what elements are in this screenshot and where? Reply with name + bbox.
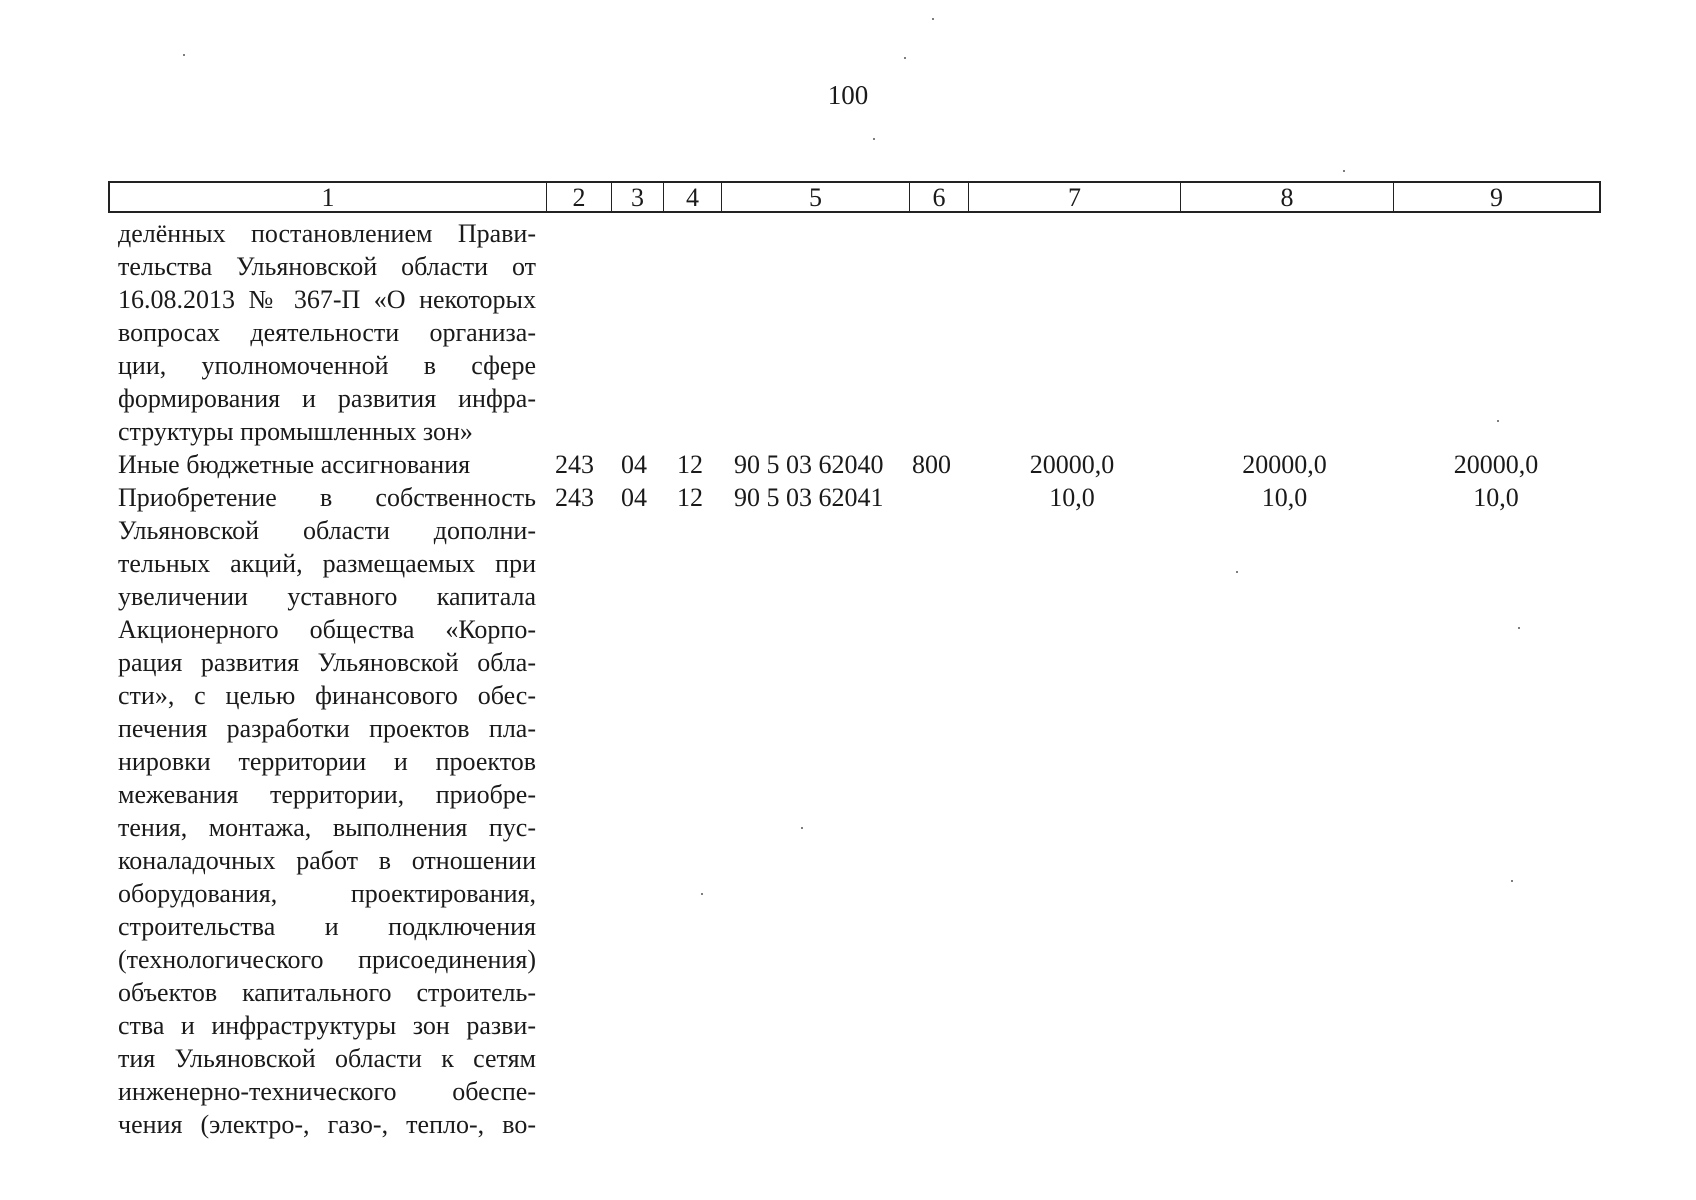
description-line: печения разработки проектов пла- — [118, 714, 536, 743]
scan-speck — [801, 827, 803, 829]
description-line: коналадочных работ в отношении — [118, 846, 536, 875]
scan-speck — [1236, 571, 1238, 573]
description-line: Акционерного общества «Корпо- — [118, 615, 536, 644]
description-line: тельства Ульяновской области от — [118, 252, 536, 281]
description-line: тия Ульяновской области к сетям — [118, 1044, 536, 1073]
table-row-1-col-2: 243 — [555, 450, 594, 479]
description-line: оборудования, проектирования, — [118, 879, 536, 908]
description-line: тельных акций, размещаемых при — [118, 549, 536, 578]
description-line: межевания территории, приобре- — [118, 780, 536, 809]
table-row-1-col-7: 20000,0 — [1029, 450, 1115, 479]
description-line: делённых постановлением Прави- — [118, 219, 536, 248]
page-number: 100 — [827, 80, 869, 110]
scan-speck — [1343, 170, 1345, 172]
table-row-2-col-8: 10,0 — [1261, 483, 1308, 512]
column-header-2: 2 — [547, 183, 612, 211]
scan-speck — [904, 57, 906, 59]
table-row-1-col-8: 20000,0 — [1242, 450, 1327, 479]
scan-speck — [1518, 627, 1520, 629]
description-line: 16.08.2013 № 367-П «О некоторых — [118, 285, 536, 314]
scan-speck — [701, 893, 703, 895]
scan-speck — [1511, 880, 1513, 882]
scan-speck — [873, 138, 875, 140]
table-row-2-col-2: 243 — [555, 483, 594, 512]
column-header-8: 8 — [1181, 183, 1394, 211]
description-line: Приобретение в собственность — [118, 483, 536, 512]
column-header-7: 7 — [969, 183, 1181, 211]
table-row-2-col-9: 10,0 — [1473, 483, 1519, 512]
description-line: (технологического присоединения) — [118, 945, 536, 974]
description-line: структуры промышленных зон» — [118, 417, 473, 446]
column-header-4: 4 — [664, 183, 722, 211]
table-row-0-description — [118, 217, 536, 448]
scan-speck — [183, 54, 185, 56]
description-line: сти», с целью финансового обес- — [118, 681, 536, 710]
description-line: чения (электро-, газо-, тепло-, во- — [118, 1110, 536, 1139]
column-header-5: 5 — [722, 183, 910, 211]
column-header-1: 1 — [110, 183, 547, 211]
description-line: объектов капитального строитель- — [118, 978, 536, 1007]
description-line: инженерно-технического обеспе- — [118, 1077, 536, 1106]
table-row-1-description — [118, 448, 536, 481]
description-line: нировки территории и проектов — [118, 747, 536, 776]
description-line: Иные бюджетные ассигнования — [118, 450, 471, 479]
description-line: вопросах деятельности организа- — [118, 318, 536, 347]
scan-speck — [932, 18, 934, 20]
scan-speck — [1497, 420, 1499, 422]
table-row-2-col-7: 10,0 — [1049, 483, 1095, 512]
table-row-2-col-5: 90 5 03 62041 — [734, 483, 884, 512]
column-header-3: 3 — [612, 183, 664, 211]
table-row-2-col-3: 04 — [621, 483, 647, 512]
description-line: строительства и подключения — [118, 912, 536, 941]
table-row-2-col-4: 12 — [677, 483, 703, 512]
description-line: тения, монтажа, выполнения пус- — [118, 813, 536, 842]
table-row-1-col-4: 12 — [677, 450, 703, 479]
description-line: Ульяновской области дополни- — [118, 516, 536, 545]
column-header-9: 9 — [1490, 183, 1503, 212]
description-line: формирования и развития инфра- — [118, 384, 536, 413]
description-line: увеличении уставного капитала — [118, 582, 536, 611]
table-row-1-col-3: 04 — [621, 450, 647, 479]
table-row-1-col-6: 800 — [912, 450, 951, 479]
column-header-row — [108, 181, 1601, 213]
description-line: рация развития Ульяновской обла- — [118, 648, 536, 677]
column-header-6: 6 — [910, 183, 969, 211]
description-line: ства и инфраструктуры зон разви- — [118, 1011, 536, 1040]
table-row-1-col-9: 20000,0 — [1453, 450, 1539, 479]
table-row-1-col-5: 90 5 03 62040 — [734, 450, 884, 479]
description-line: ции, уполномоченной в сфере — [118, 351, 536, 380]
table-row-2-description — [118, 481, 536, 1141]
